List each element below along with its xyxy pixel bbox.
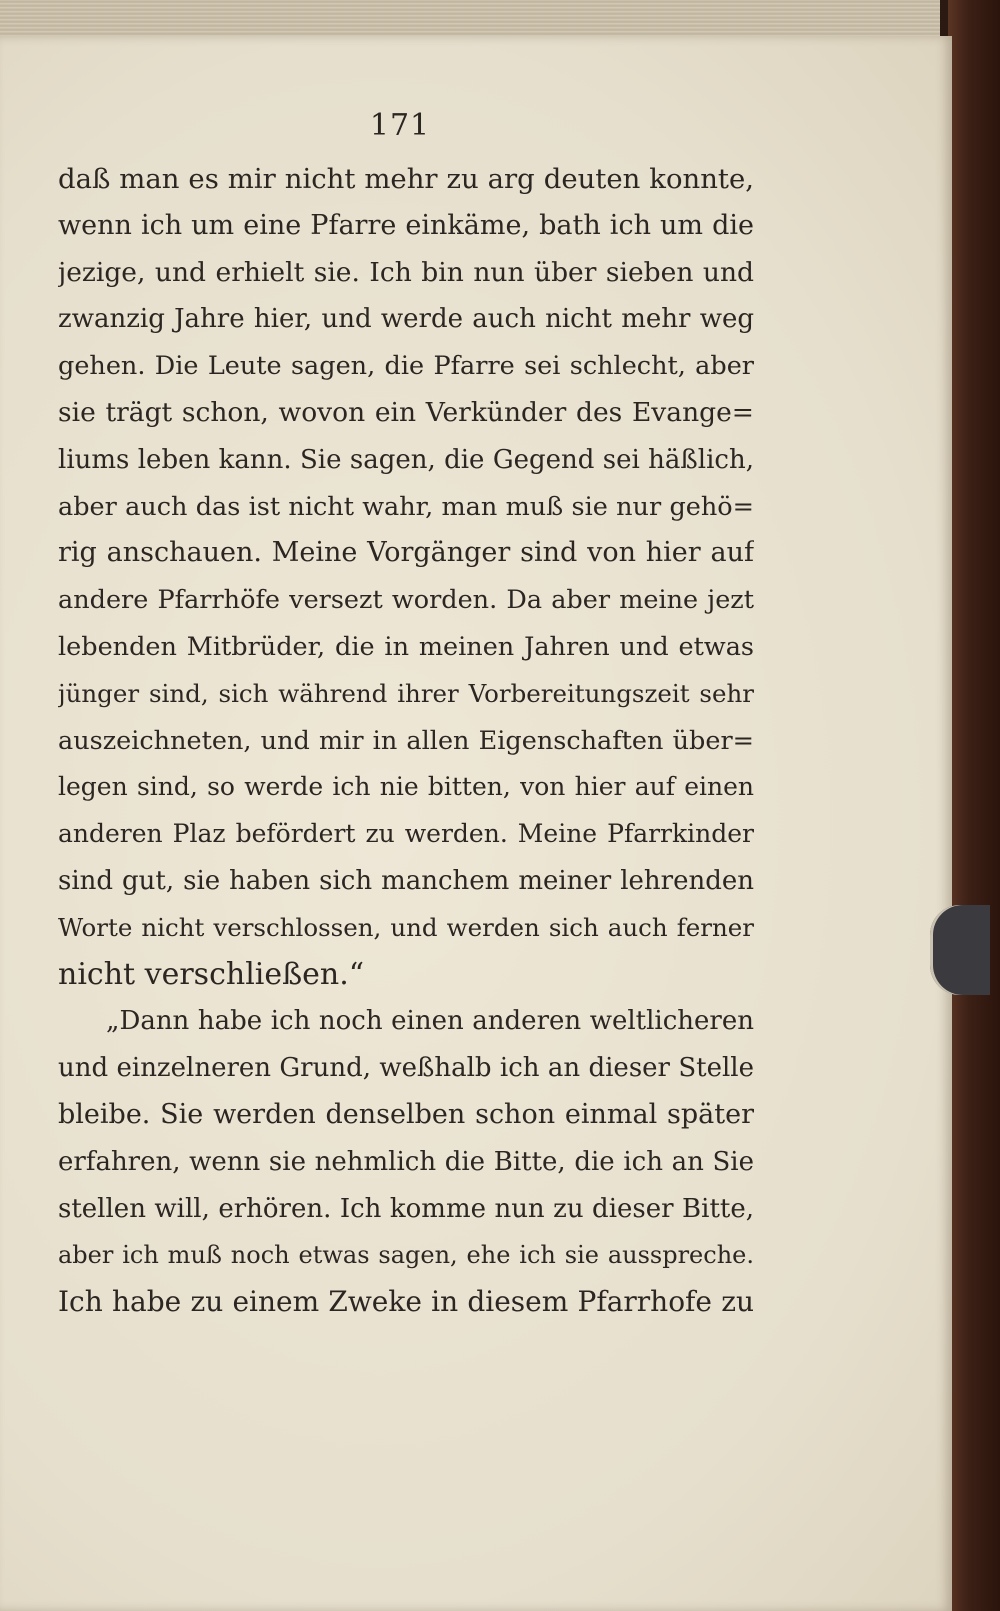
text-line: zwanzig Jahre hier, und werde auch nicht mehr weg	[58, 304, 754, 335]
text-line: jünger sind, sich während ihrer Vorbereitungszeit sehr	[58, 678, 754, 708]
text-line: anderen Plaz befördert zu werden. Meine Pfarrkinder	[58, 819, 754, 849]
text-line: nicht verschließen.“	[58, 956, 365, 992]
bookmark-ribbon	[930, 905, 990, 995]
text-line: und einzelneren Grund, weßhalb ich an dieser Stelle	[58, 1053, 754, 1084]
text-line: Worte nicht verschlossen, und werden sich auch ferner	[58, 912, 754, 942]
text-line: lebenden Mitbrüder, die in meinen Jahren und etwas	[58, 631, 754, 662]
text-line: erfahren, wenn sie nehmlich die Bitte, die ich an Sie	[58, 1146, 754, 1177]
text-line: „Dann habe ich noch einen anderen weltlicheren	[106, 1006, 754, 1037]
text-line: gehen. Die Leute sagen, die Pfarre sei schlecht, aber	[58, 351, 754, 382]
book-cover	[948, 0, 1000, 1611]
text-line: aber auch das ist nicht wahr, man muß sie nur gehö=	[58, 491, 754, 522]
text-line: liums leben kann. Sie sagen, die Gegend sei häßlich,	[58, 444, 754, 475]
text-line: bleibe. Sie werden denselben schon einmal später	[58, 1098, 754, 1130]
text-line: andere Pfarrhöfe versezt worden. Da aber meine jezt	[58, 585, 754, 616]
text-line: daß man es mir nicht mehr zu arg deuten konnte,	[58, 163, 754, 195]
body-text	[58, 156, 754, 1326]
text-line: jezige, und erhielt sie. Ich bin nun über sieben und	[58, 256, 754, 288]
text-line: stellen will, erhören. Ich komme nun zu dieser Bitte,	[58, 1193, 754, 1224]
text-line: Ich habe zu einem Zweke in diesem Pfarrhofe zu	[58, 1285, 754, 1319]
text-line: sie trägt schon, wovon ein Verkünder des Evange=	[58, 396, 754, 428]
page-number: 171	[369, 108, 431, 143]
text-line: legen sind, so werde ich nie bitten, von hier auf einen	[58, 772, 754, 802]
text-line: aber ich muß noch etwas sagen, ehe ich sie ausspreche.	[58, 1241, 754, 1270]
text-line: auszeichneten, und mir in allen Eigenschaften über=	[58, 725, 754, 756]
text-line: sind gut, sie haben sich manchem meiner lehrenden	[58, 865, 754, 896]
text-line: rig anschauen. Meine Vorgänger sind von hier auf	[58, 537, 754, 569]
text-line: wenn ich um eine Pfarre einkäme, bath ich um die	[58, 209, 754, 241]
book-page	[0, 36, 952, 1611]
